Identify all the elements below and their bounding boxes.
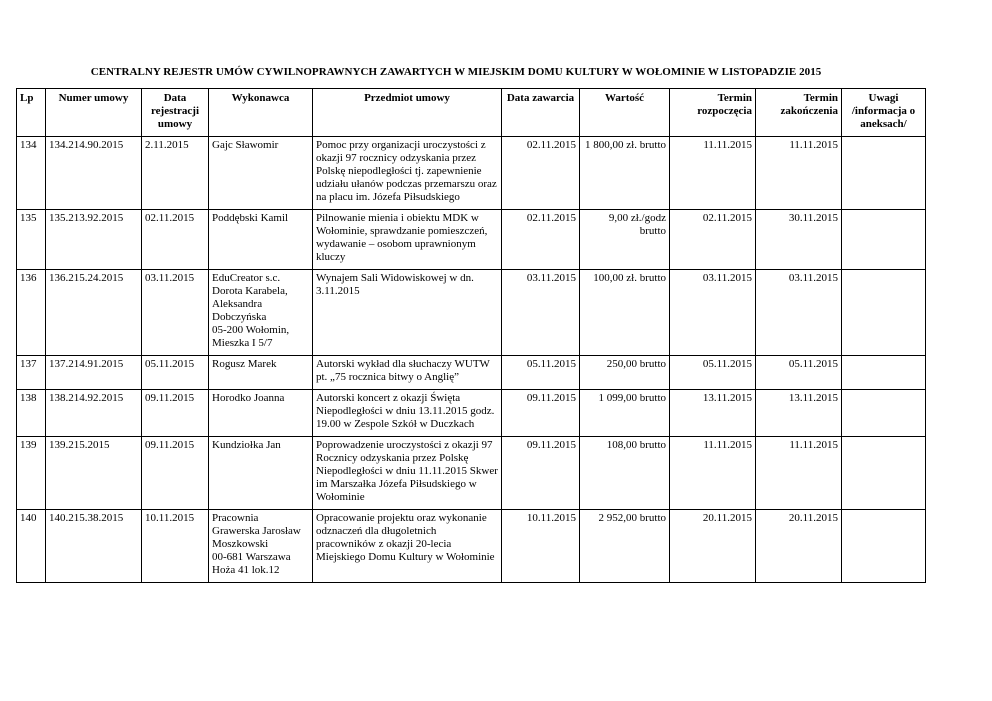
- table-row: [17, 510, 926, 583]
- header-notes: Uwagi /informacja o aneksach/: [842, 89, 926, 137]
- cell-subject: Pilnowanie mienia i obiektu MDK w Wołominie, sprawdzanie pomieszczeń, wydawanie – osobom uprawnionym kluczy: [313, 210, 502, 270]
- cell-start-date: 05.11.2015: [670, 356, 756, 390]
- cell-contractor: Gajc Sławomir: [209, 137, 313, 210]
- table-row: [17, 390, 926, 437]
- table-row: [17, 270, 926, 356]
- header-contract-number: Numer umowy: [46, 89, 142, 137]
- cell-contract-number: 138.214.92.2015: [46, 390, 142, 437]
- cell-conclusion-date: 03.11.2015: [502, 270, 580, 356]
- cell-registration-date: 2.11.2015: [142, 137, 209, 210]
- header-end-date: Termin zakończenia: [756, 89, 842, 137]
- cell-conclusion-date: 10.11.2015: [502, 510, 580, 583]
- cell-conclusion-date: 09.11.2015: [502, 437, 580, 510]
- cell-notes: [842, 210, 926, 270]
- cell-subject: Autorski wykład dla słuchaczy WUTW pt. „75 rocznica bitwy o Anglię”: [313, 356, 502, 390]
- cell-value: 1 099,00 brutto: [580, 390, 670, 437]
- cell-notes: [842, 510, 926, 583]
- header-registration-date: Data rejestracji umowy: [142, 89, 209, 137]
- cell-contract-number: 140.215.38.2015: [46, 510, 142, 583]
- cell-lp: 134: [17, 137, 46, 210]
- cell-notes: [842, 390, 926, 437]
- table-row: [17, 137, 926, 210]
- cell-conclusion-date: 02.11.2015: [502, 210, 580, 270]
- cell-start-date: 13.11.2015: [670, 390, 756, 437]
- table-row: [17, 437, 926, 510]
- cell-end-date: 03.11.2015: [756, 270, 842, 356]
- cell-contractor: EduCreator s.c. Dorota Karabela, Aleksandra Dobczyńska 05-200 Wołomin, Mieszka I 5/7: [209, 270, 313, 356]
- cell-end-date: 11.11.2015: [756, 437, 842, 510]
- cell-end-date: 05.11.2015: [756, 356, 842, 390]
- cell-lp: 136: [17, 270, 46, 356]
- cell-subject: Poprowadzenie uroczystości z okazji 97 Rocznicy odzyskania przez Polskę Niepodległości w dniu 11.11.2015 Skwer im Marszałka Józefa Piłsudskiego w Wołominie: [313, 437, 502, 510]
- cell-conclusion-date: 05.11.2015: [502, 356, 580, 390]
- cell-contractor: Rogusz Marek: [209, 356, 313, 390]
- cell-lp: 140: [17, 510, 46, 583]
- cell-end-date: 11.11.2015: [756, 137, 842, 210]
- cell-contract-number: 135.213.92.2015: [46, 210, 142, 270]
- cell-start-date: 03.11.2015: [670, 270, 756, 356]
- cell-start-date: 20.11.2015: [670, 510, 756, 583]
- header-conclusion-date: Data zawarcia: [502, 89, 580, 137]
- cell-end-date: 13.11.2015: [756, 390, 842, 437]
- cell-value: 2 952,00 brutto: [580, 510, 670, 583]
- cell-contractor: Horodko Joanna: [209, 390, 313, 437]
- cell-registration-date: 09.11.2015: [142, 390, 209, 437]
- table-row: [17, 210, 926, 270]
- cell-registration-date: 02.11.2015: [142, 210, 209, 270]
- cell-contract-number: 134.214.90.2015: [46, 137, 142, 210]
- cell-value: 108,00 brutto: [580, 437, 670, 510]
- cell-registration-date: 05.11.2015: [142, 356, 209, 390]
- cell-end-date: 30.11.2015: [756, 210, 842, 270]
- cell-value: 100,00 zł. brutto: [580, 270, 670, 356]
- cell-value: 9,00 zł./godz brutto: [580, 210, 670, 270]
- header-subject: Przedmiot umowy: [313, 89, 502, 137]
- cell-lp: 137: [17, 356, 46, 390]
- cell-subject: Autorski koncert z okazji Święta Niepodległości w dniu 13.11.2015 godz. 19.00 w Zespole Szkół w Duczkach: [313, 390, 502, 437]
- cell-subject: Opracowanie projektu oraz wykonanie odznaczeń dla długoletnich pracowników z okazji 20-lecia Miejskiego Domu Kultury w Wołominie: [313, 510, 502, 583]
- cell-contract-number: 136.215.24.2015: [46, 270, 142, 356]
- cell-notes: [842, 356, 926, 390]
- cell-end-date: 20.11.2015: [756, 510, 842, 583]
- header-value: Wartość: [580, 89, 670, 137]
- table-header-row: [17, 89, 926, 137]
- cell-start-date: 02.11.2015: [670, 210, 756, 270]
- cell-start-date: 11.11.2015: [670, 437, 756, 510]
- cell-contractor: Poddębski Kamil: [209, 210, 313, 270]
- cell-registration-date: 03.11.2015: [142, 270, 209, 356]
- cell-subject: Pomoc przy organizacji uroczystości z okazji 97 rocznicy odzyskania przez Polskę niepodległości tj. zapewnienie udziału ułanów podczas przemarszu oraz na placu im. Józefa Piłsudskiego: [313, 137, 502, 210]
- header-lp: Lp: [17, 89, 46, 137]
- header-contractor: Wykonawca: [209, 89, 313, 137]
- cell-contractor: Kundziołka Jan: [209, 437, 313, 510]
- cell-contract-number: 139.215.2015: [46, 437, 142, 510]
- cell-notes: [842, 137, 926, 210]
- cell-registration-date: 09.11.2015: [142, 437, 209, 510]
- cell-lp: 139: [17, 437, 46, 510]
- cell-conclusion-date: 02.11.2015: [502, 137, 580, 210]
- cell-notes: [842, 270, 926, 356]
- cell-contract-number: 137.214.91.2015: [46, 356, 142, 390]
- cell-subject: Wynajem Sali Widowiskowej w dn. 3.11.2015: [313, 270, 502, 356]
- cell-registration-date: 10.11.2015: [142, 510, 209, 583]
- cell-lp: 138: [17, 390, 46, 437]
- cell-conclusion-date: 09.11.2015: [502, 390, 580, 437]
- document-title: CENTRALNY REJESTR UMÓW CYWILNOPRAWNYCH ZAWARTYCH W MIEJSKIM DOMU KULTURY W WOŁOMINIE W LISTOPADZIE 2015: [90, 66, 822, 78]
- cell-start-date: 11.11.2015: [670, 137, 756, 210]
- cell-notes: [842, 437, 926, 510]
- cell-value: 250,00 brutto: [580, 356, 670, 390]
- table-row: [17, 356, 926, 390]
- header-start-date: Termin rozpoczęcia: [670, 89, 756, 137]
- cell-value: 1 800,00 zł. brutto: [580, 137, 670, 210]
- cell-contractor: Pracownia Grawerska Jarosław Moszkowski 00-681 Warszawa Hoża 41 lok.12: [209, 510, 313, 583]
- contracts-register-table: [16, 88, 926, 583]
- cell-lp: 135: [17, 210, 46, 270]
